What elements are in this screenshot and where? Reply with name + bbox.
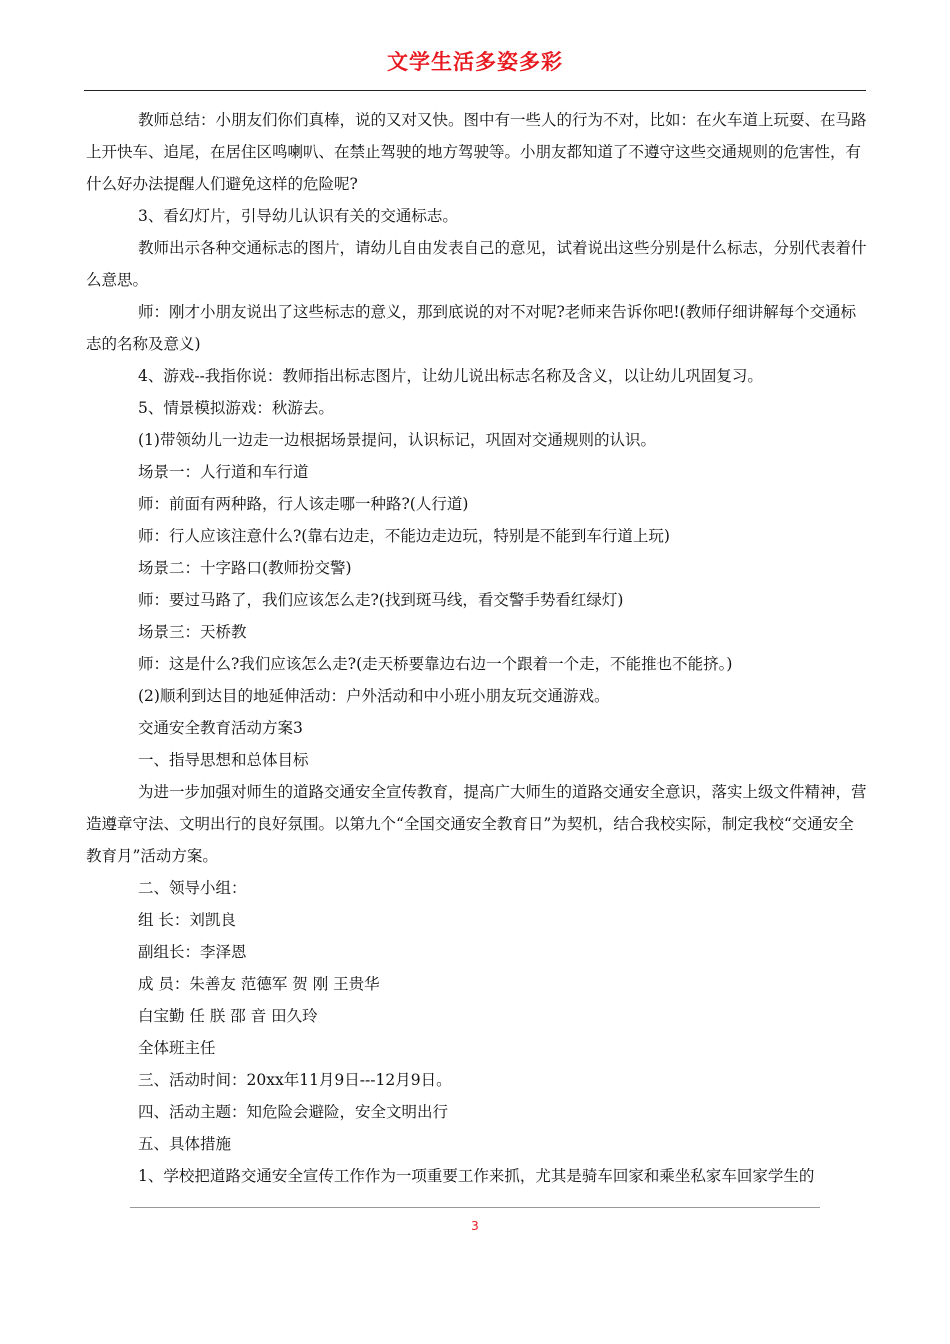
paragraph: 场景一：人行道和车行道	[138, 463, 309, 481]
paragraph: 教师总结：小朋友们你们真棒，说的又对又快。图中有一些人的行为不对，比如：在火车道上玩耍、在马路上开快车、追尾，在居住区鸣喇叭、在禁止驾驶的地方驾驶等。小朋友都知道了不遵守这些交通规则的危害性，有什么好办法提醒人们避免这样的危险呢?	[86, 111, 867, 193]
section-heading: 五、具体措施	[138, 1135, 232, 1153]
section-heading: 三、活动时间：20xx年11月9日---12月9日。	[138, 1071, 452, 1089]
header-divider	[84, 90, 866, 91]
paragraph: 成 员：朱善友 范德军 贺 刚 王贵华	[138, 975, 380, 993]
paragraph: 师：刚才小朋友说出了这些标志的意义，那到底说的对不对呢?老师来告诉你吧!(教师仔细讲解每个交通标志的名称及意义)	[86, 303, 857, 353]
section-heading: 二、领导小组：	[138, 879, 247, 897]
paragraph: (2)顺利到达目的地延伸活动：户外活动和中小班小朋友玩交通游戏。	[138, 687, 610, 705]
footer-divider	[130, 1207, 820, 1208]
paragraph: 白宝勤 任 朕 邵 音 田久玲	[138, 1007, 318, 1025]
section-heading: 四、活动主题：知危险会避险，安全文明出行	[138, 1103, 449, 1121]
paragraph: 师：前面有两种路，行人该走哪一种路?(人行道)	[138, 495, 469, 513]
paragraph: 4、游戏--我指你说：教师指出标志图片，让幼儿说出标志名称及含义，以让幼儿巩固复习。	[138, 367, 763, 385]
paragraph: 组 长：刘凯良	[138, 911, 236, 929]
document-body	[86, 104, 868, 1192]
paragraph: 场景三：天桥教	[138, 623, 247, 641]
paragraph: 副组长：李泽恩	[138, 943, 247, 961]
paragraph: 1、学校把道路交通安全宣传工作作为一项重要工作来抓，尤其是骑车回家和乘坐私家车回家学生的	[138, 1167, 815, 1185]
paragraph: 师：行人应该注意什么?(靠右边走，不能边走边玩，特别是不能到车行道上玩)	[138, 527, 670, 545]
paragraph: 场景二：十字路口(教师扮交警)	[138, 559, 352, 577]
paragraph: 教师出示各种交通标志的图片，请幼儿自由发表自己的意见，试着说出这些分别是什么标志，分别代表着什么意思。	[86, 239, 867, 289]
section-heading: 一、指导思想和总体目标	[138, 751, 309, 769]
paragraph: (1)带领幼儿一边走一边根据场景提问，认识标记，巩固对交通规则的认识。	[138, 431, 656, 449]
page-number: 3	[471, 1219, 479, 1233]
paragraph: 师：要过马路了，我们应该怎么走?(找到斑马线，看交警手势看红绿灯)	[138, 591, 624, 609]
paragraph: 为进一步加强对师生的道路交通安全宣传教育，提高广大师生的道路交通安全意识，落实上级文件精神，营造遵章守法、文明出行的良好氛围。以第九个“全国交通安全教育日”为契机，结合我校实际，制定我校“交通安全教育月”活动方案。	[86, 783, 867, 865]
page-header-title: 文学生活多姿多彩	[387, 50, 563, 74]
section-title: 交通安全教育活动方案3	[138, 719, 303, 737]
paragraph: 全体班主任	[138, 1039, 216, 1057]
paragraph: 3、看幻灯片，引导幼儿认识有关的交通标志。	[138, 207, 458, 225]
paragraph: 5、情景模拟游戏：秋游去。	[138, 399, 334, 417]
paragraph: 师：这是什么?我们应该怎么走?(走天桥要靠边右边一个跟着一个走，不能推也不能挤。)	[138, 655, 733, 673]
